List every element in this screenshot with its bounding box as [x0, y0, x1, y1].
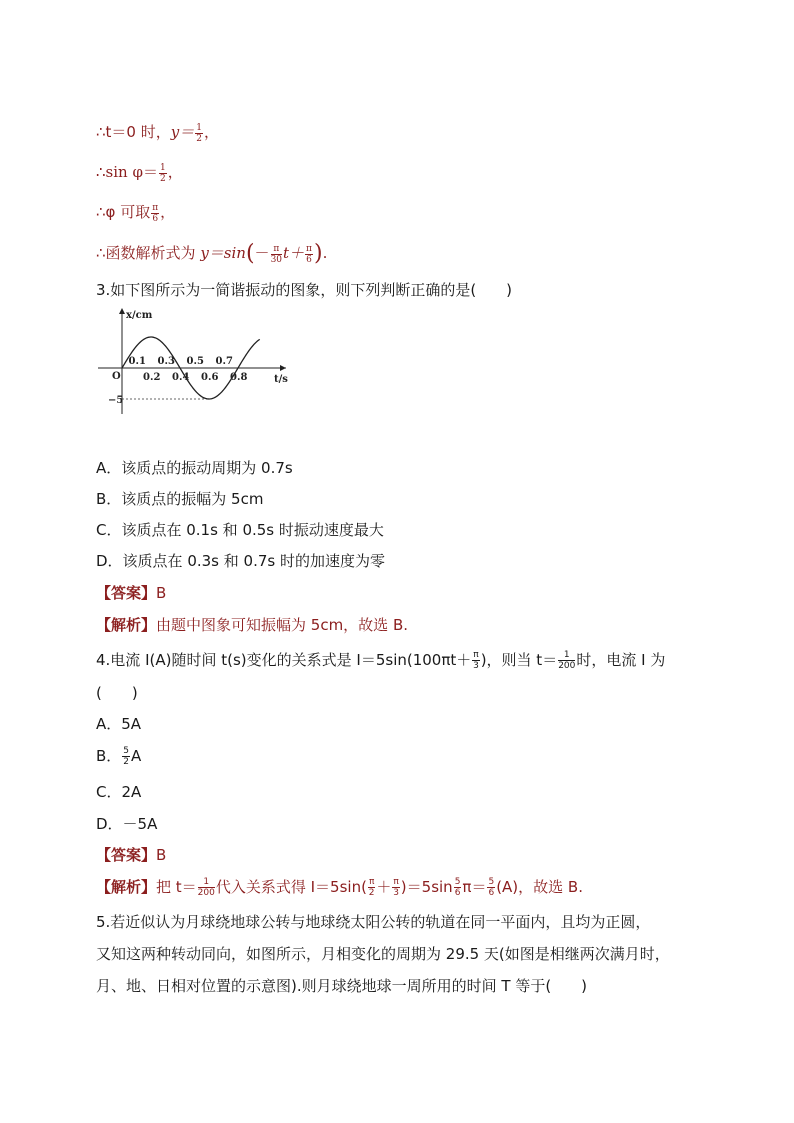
fraction: $\frac{\pi}{2}$ — [368, 877, 375, 898]
question-4-stem: 4.电流 I(A)随时间 t(s)变化的关系式是 I＝5sin(100πt＋ $\frac{\pi}{3}$ )，则当 t＝ $\frac{1}{200}$ 时，电流 I 为 — [96, 650, 666, 671]
answer-tag: 【答案】 — [96, 846, 157, 864]
vibration-chart — [96, 306, 296, 416]
fraction: $\frac{1}{200}$ — [197, 877, 215, 898]
x-axis-arrow — [280, 365, 286, 371]
y-axis-arrow — [119, 308, 125, 314]
fraction: $\frac{5}{2}$ — [123, 746, 130, 767]
fraction: $\frac{\pi}{6}$ — [306, 243, 312, 265]
fraction: $\frac{5}{6}$ — [488, 877, 495, 898]
analysis-tag: 【解析】 — [96, 878, 157, 896]
option-d[interactable]: D．－5A — [96, 815, 158, 833]
amplitude-label: −5 — [108, 395, 124, 406]
question-5-line-1: 5.若近似认为月球绕地球公转与地球绕太阳公转的轨道在同一平面内，且均为正圆， — [96, 913, 651, 931]
fraction: $\frac{5}{6}$ — [454, 877, 461, 898]
x-axis-label: t/s — [274, 374, 288, 385]
tick-label: 0.5 — [186, 356, 204, 367]
tick-label: 0.7 — [215, 356, 233, 367]
tick-label: 0.4 — [172, 372, 190, 383]
solution-line-1: ∴t＝0 时，y＝ $\frac{1}{2}$ ， — [96, 122, 219, 144]
question-3-stem: 3.如下图所示为一简谐振动的图象，则下列判断正确的是( ) — [96, 281, 513, 299]
option-b[interactable]: B．该质点的振幅为 5cm — [96, 490, 264, 508]
tick-label: 0.3 — [157, 356, 175, 367]
analysis-4: 【解析】把 t＝ $\frac{1}{200}$ 代入关系式得 I＝5sin( $\frac{\pi}{2}$ ＋ $\frac{\pi}{3}$ )＝5sin $\frac{5}{6}$ π＝ $\frac{5}{6}$ (A)，故选 B. — [96, 877, 583, 898]
option-b[interactable]: B． $\frac{5}{2}$ A — [96, 746, 142, 767]
question-4-paren: ( ) — [96, 684, 138, 702]
y-axis-label: x/cm — [126, 310, 153, 321]
fraction: $\frac{1}{2}$ — [196, 122, 202, 144]
tick-label: 0.2 — [143, 372, 161, 383]
option-a[interactable]: A．该质点的振动周期为 0.7s — [96, 459, 293, 477]
solution-line-4: ∴函数解析式为 y＝sin(－ $\frac{\pi}{30}$ t＋ $\frac{\pi}{6}$ ). — [96, 241, 328, 266]
chart-ticks — [129, 356, 248, 383]
answer-4: 【答案】B — [96, 846, 167, 864]
fraction: $\frac{\pi}{30}$ — [270, 243, 283, 265]
question-5-line-2: 又知这两种转动同向，如图所示，月相变化的周期为 29.5 天(如图是相继两次满月时， — [96, 945, 670, 963]
option-c[interactable]: C．该质点在 0.1s 和 0.5s 时振动速度最大 — [96, 521, 384, 539]
question-5-line-3: 月、地、日相对位置的示意图).则月球绕地球一周所用的时间 T 等于( ) — [96, 977, 588, 995]
analysis-3: 【解析】由题中图象可知振幅为 5cm，故选 B. — [96, 616, 409, 634]
tick-label: 0.1 — [128, 356, 146, 367]
answer-3: 【答案】B — [96, 584, 167, 602]
analysis-tag: 【解析】 — [96, 616, 157, 634]
fraction: $\frac{\pi}{6}$ — [152, 202, 159, 224]
tick-label: 0.6 — [201, 372, 219, 383]
option-a[interactable]: A．5A — [96, 715, 142, 733]
fraction: $\frac{1}{2}$ — [159, 162, 166, 184]
origin-label: O — [112, 371, 121, 382]
option-c[interactable]: C．2A — [96, 783, 142, 801]
fraction: $\frac{\pi}{3}$ — [473, 650, 479, 671]
fraction: $\frac{1}{200}$ — [558, 650, 576, 671]
answer-tag: 【答案】 — [96, 584, 157, 602]
fraction: $\frac{\pi}{3}$ — [393, 877, 399, 898]
option-d[interactable]: D．该质点在 0.3s 和 0.7s 时的加速度为零 — [96, 552, 385, 570]
solution-line-2: ∴sin φ＝ $\frac{1}{2}$ ， — [96, 162, 183, 184]
solution-line-3: ∴φ 可取 $\frac{\pi}{6}$ ， — [96, 202, 176, 224]
tick-label: 0.8 — [230, 372, 248, 383]
